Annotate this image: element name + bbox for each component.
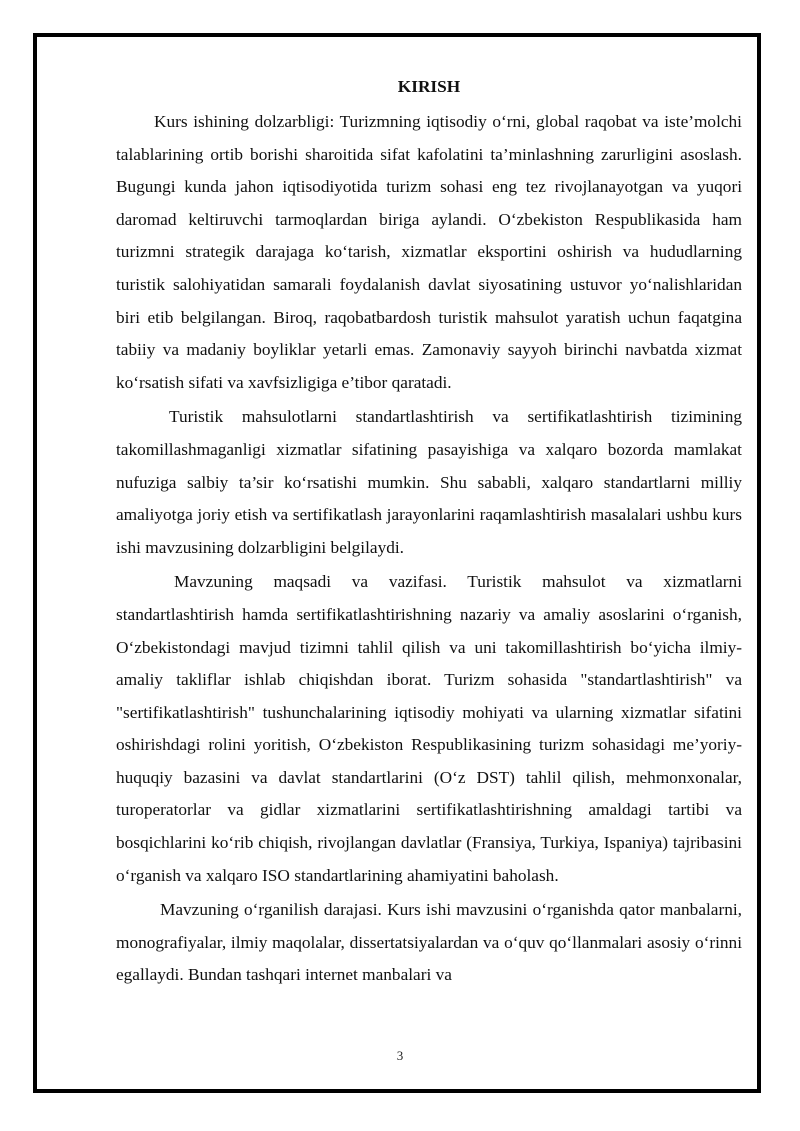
paragraph-relevance: Kurs ishining dolzarbligi: Turizmning iqtisodiy o‘rni, global raqobat va iste’molchi talablarining ortib borishi sharoitida sifat kafolatini ta’minlashning zarurligini asoslash. Bugungi kunda jahon iqtisodiyotida turizm sohasi eng tez rivojlanayotgan va yuqori daromad keltiruvchi tarmoqlardan biriga aylandi. O‘zbekiston Respublikasida ham turizmni strategik darajaga ko‘tarish, xizmatlar eksportini oshirish va hududlarning turistik salohiyatidan samarali foydalanish davlat siyosatining ustuvor yo‘nalishlaridan biri etib belgilangan. Biroq, raqobatbardosh turistik mahsulot yaratish uchun faqatgina tabiiy va madaniy boyliklar yetarli emas. Zamonaviy sayyoh birinchi navbatda xizmat ko‘rsatish sifati va xavfsizligiga e’tibor qaratadi. bbox=[116, 112, 742, 392]
page-content bbox=[116, 78, 742, 994]
paragraph-standardization: Turistik mahsulotlarni standartlashtirish va sertifikatlashtirish tizimining takomillashmaganligi xizmatlar sifatining pasayishiga va xalqaro bozorda mamlakat nufuziga salbiy ta’sir ko‘rsatishi mumkin. Shu sababli, xalqaro standartlarni milliy amaliyotga joriy etish va sertifikatlash jarayonlarini raqamlashtirish masalalari ushbu kurs ishi mavzusining dolzarbligini belgilaydi. bbox=[116, 407, 742, 557]
section-heading: KIRISH bbox=[397, 77, 461, 96]
paragraph-study-level: Mavzuning o‘rganilish darajasi. Kurs ishi mavzusini o‘rganishda qator manbalarni, monografiyalar, ilmiy maqolalar, dissertatsiyalardan va o‘quv qo‘llanmalari asosiy o‘rinni egallaydi. Bundan tashqari internet manbalari va bbox=[116, 900, 742, 985]
page-number: 3 bbox=[396, 1048, 404, 1063]
paragraph-goal-and-tasks: Mavzuning maqsadi va vazifasi. Turistik mahsulot va xizmatlarni standartlashtirish hamda sertifikatlashtirishning nazariy va amaliy asoslarini o‘rganish, O‘zbekistondagi mavjud tizimni tahlil qilish va uni takomillashtirish bo‘yicha ilmiy-amaliy takliflar ishlab chiqishdan iborat. Turizm sohasida "standartlashtirish" va "sertifikatlashtirish" tushunchalarining iqtisodiy mohiyati va ularning xizmatlar sifatini oshirishdagi rolini yoritish, O‘zbekiston Respublikasining turizm sohasidagi me’yoriy-huquqiy bazasini va davlat standartlarini (O‘z DST) tahlil qilish, mehmonxonalar, turoperatorlar va gidlar xizmatlarini sertifikatlashtirishning amaldagi tartibi va bosqichlarini ko‘rib chiqish, rivojlangan davlatlar (Fransiya, Turkiya, Ispaniya) tajribasini o‘rganish va xalqaro ISO standartlarining ahamiyatini baholash. bbox=[116, 572, 742, 885]
